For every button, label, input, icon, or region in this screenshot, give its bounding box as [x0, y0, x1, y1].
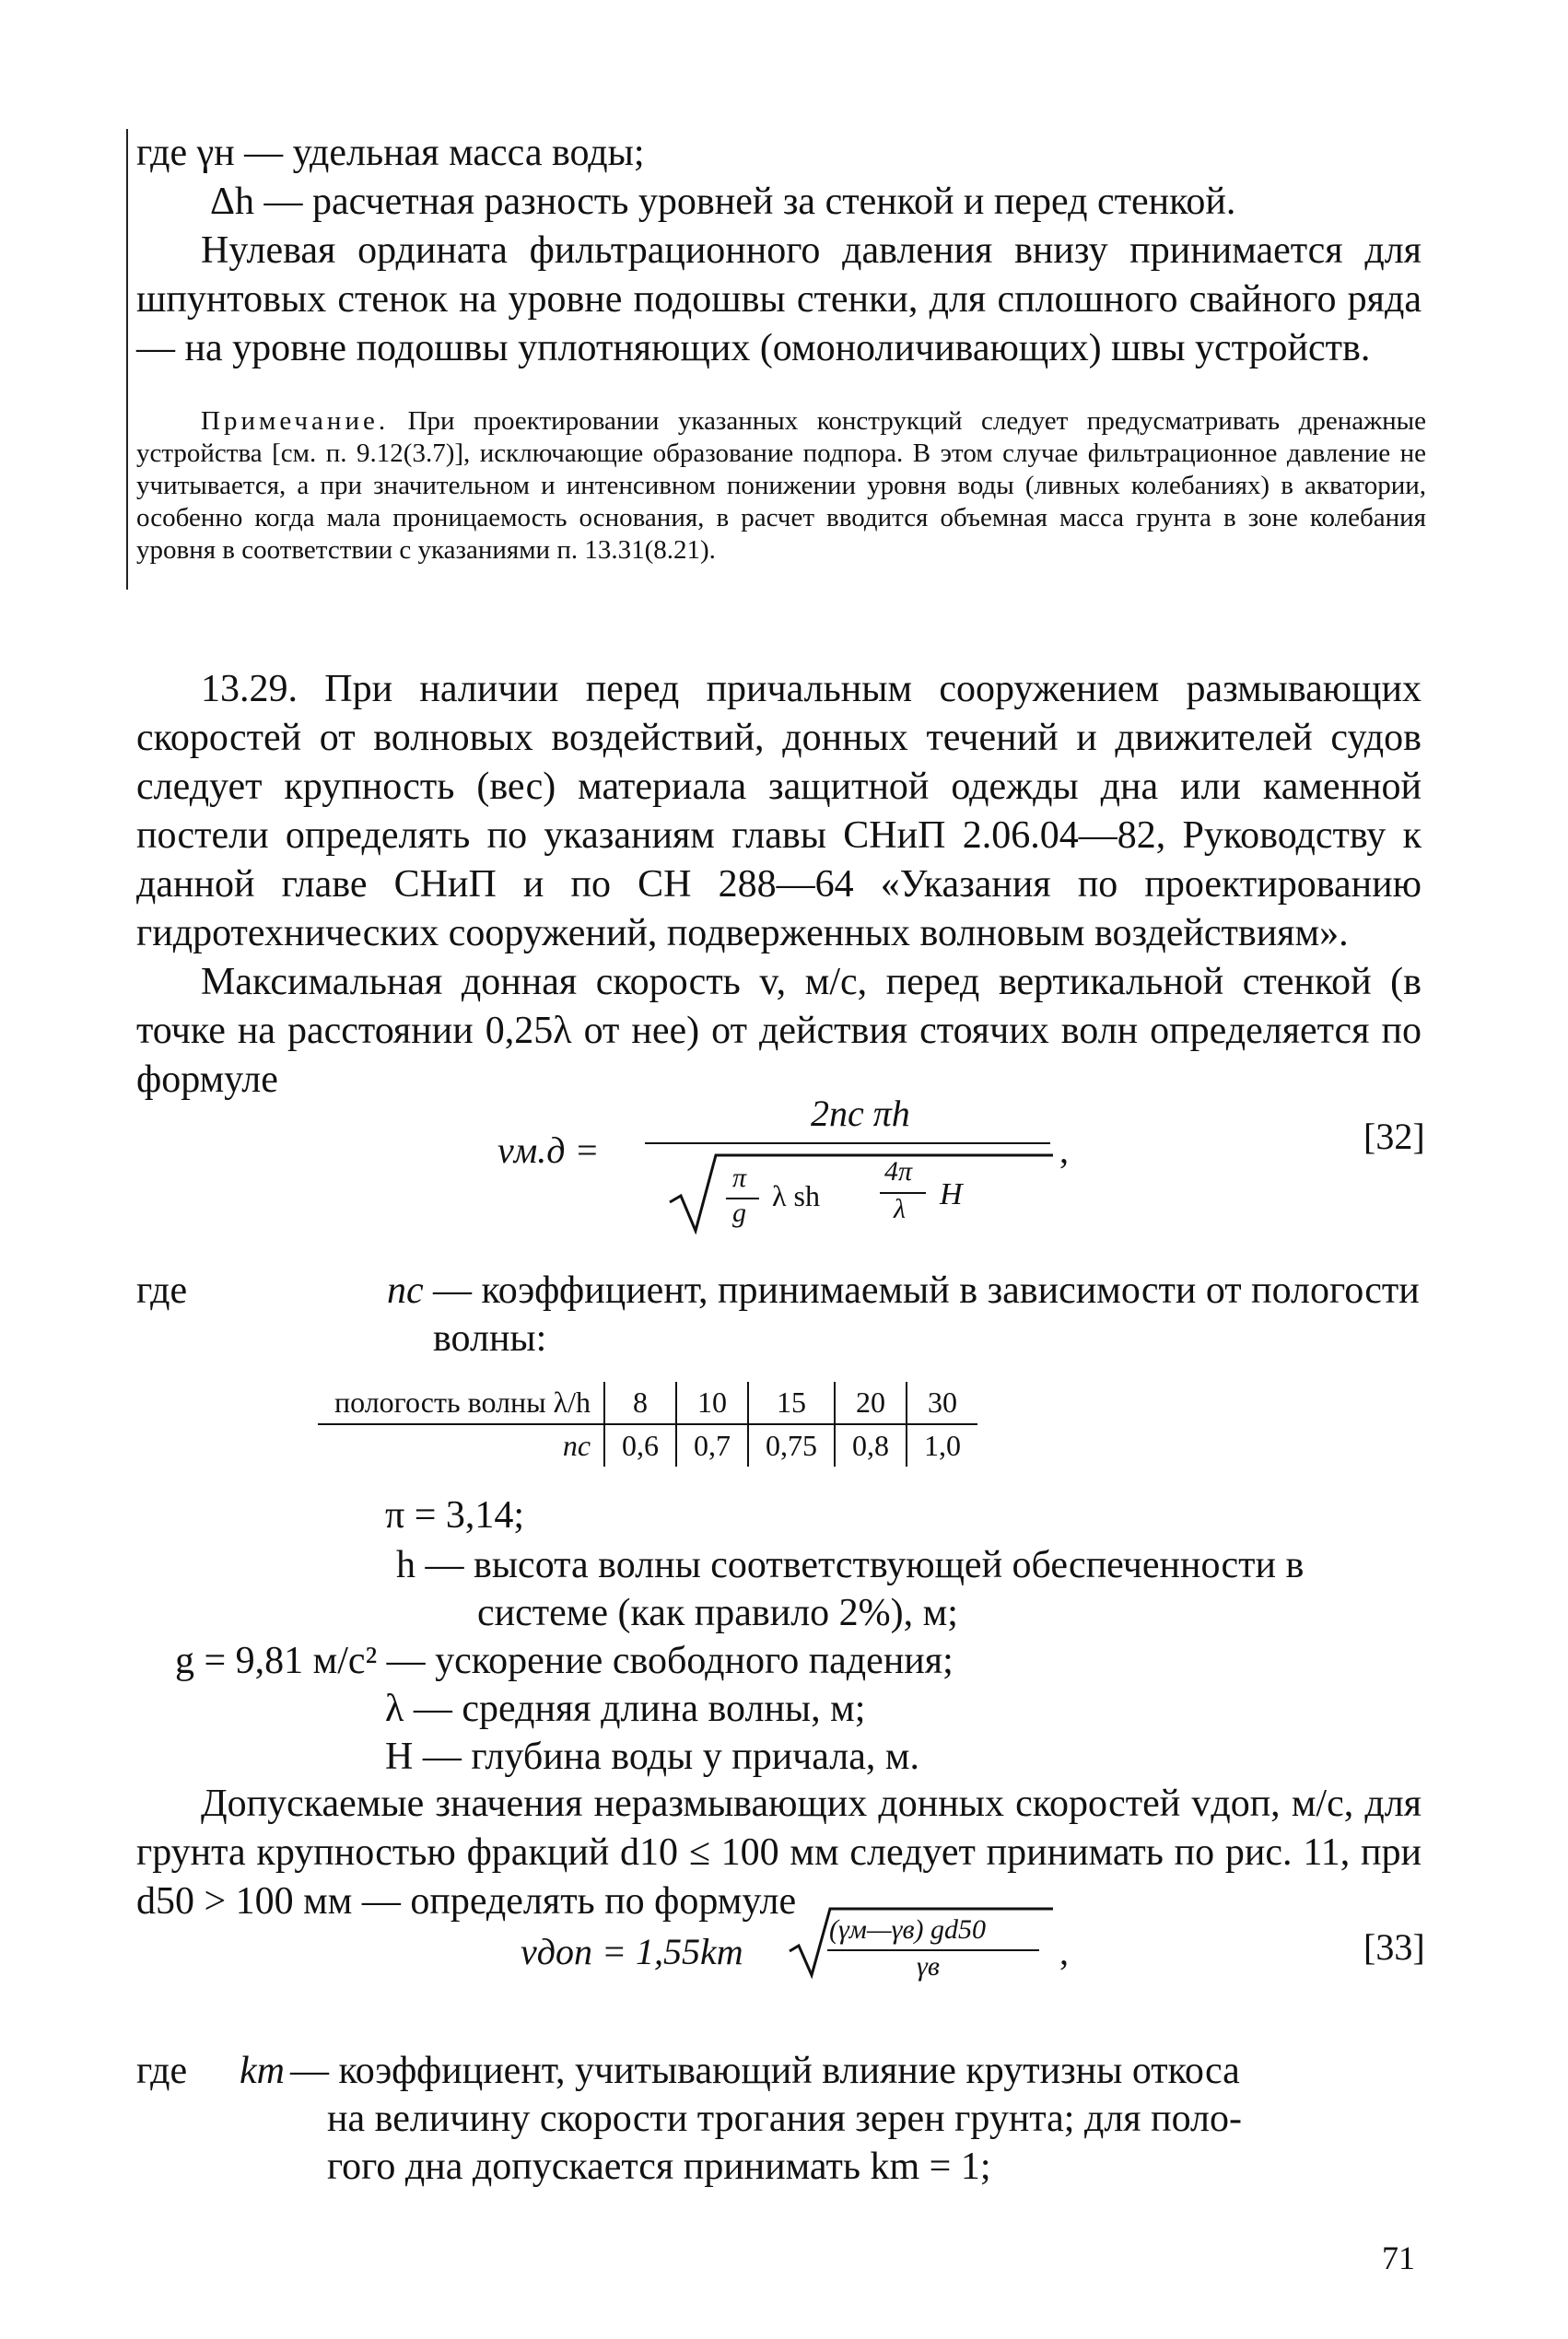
where-text-km-2: на величину скорости трогания зерен грунта; для поло- [327, 2098, 1242, 2140]
formula-32-den-pi: π [732, 1163, 747, 1193]
table-cell: 8 [604, 1382, 676, 1424]
formula-32-numerator: 2nc πh [811, 1093, 910, 1134]
definition-delta-h: Δh — расчетная разность уровней за стенкой и перед стенкой. [210, 181, 1236, 223]
formula-32-den-4pi: 4π [884, 1156, 913, 1187]
formula-32-lhs: vм.д = [497, 1129, 600, 1171]
formula-32-number: [32] [1363, 1116, 1425, 1157]
table-cell: 15 [748, 1382, 835, 1424]
page-number: 71 [1382, 2240, 1415, 2276]
section-allowable-velocity [136, 1780, 1422, 1926]
table-row-values [318, 1424, 977, 1467]
where-word-2: где [136, 2050, 188, 2092]
definition-gamma: где γн — удельная масса воды; [136, 132, 645, 174]
section-13-29 [136, 665, 1422, 1105]
def-pi: π = 3,14; [385, 1494, 525, 1537]
where-text-km-3: гого дна допускается принимать km = 1; [327, 2146, 991, 2188]
table-cell: 0,8 [835, 1424, 907, 1467]
table-row-header [318, 1382, 977, 1424]
formula-33-denominator: γв [917, 1951, 940, 1982]
paragraph-max-velocity: Максимальная донная скорость v, м/с, перед вертикальной стенкой (в точке на расстоянии 0,25λ от нее) от действия стоячих волн определяется по формуле [136, 961, 1422, 1101]
where-symbol-km: km [240, 2050, 285, 2092]
paragraph-13-29: 13.29. При наличии перед причальным сооружением размывающих скоростей от волновых воздействий, донных течений и движителей судов следует крупность (вес) материала защитной одежды дна или каменной постели определять по указаниям главы СНиП 2.06.04—82, Руководству к данной главе СНиП и по СН 288—64 «Указания по проектированию гидротехнических сооружений, подверженных волновым воздействиям». [136, 668, 1422, 954]
paragraph-allowable-velocity: Допускаемые значения неразмывающих донных скоростей vдоп, м/с, для грунта крупностью фракций d10 ≤ 100 мм следует принимать по рис. 11, при d50 > 100 мм — определять по формуле [136, 1783, 1422, 1923]
where-word-1: где [136, 1269, 188, 1312]
formula-32-fraction-bar [645, 1142, 1050, 1144]
table-cell: 0,7 [676, 1424, 748, 1467]
table-cell: 0,75 [748, 1424, 835, 1467]
margin-bar [126, 129, 128, 590]
def-H: H — глубина воды у причала, м. [385, 1736, 919, 1778]
table-cell: 10 [676, 1382, 748, 1424]
def-h-line1: h — высота волны соответствующей обеспеченности в [396, 1544, 1305, 1586]
radical-sign-icon [668, 1152, 1055, 1234]
table-row-label: nc [562, 1429, 591, 1462]
note-block [136, 405, 1426, 567]
formula-33-lhs: vдоп = 1,55km [521, 1931, 743, 1972]
paragraph-zero-ordinate: Нулевая ордината фильтрационного давления внизу принимается для шпунтовых стенок на уровне подошвы стенки, для сплошного свайного ряда — на уровне подошвы уплотняющих (омоноличивающих) швы устройств. [136, 229, 1422, 369]
top-block [136, 129, 1422, 373]
table-cell: 1,0 [907, 1424, 977, 1467]
note-text: При проектировании указанных конструкций следует предусматривать дренажные устройства [см. п. 9.12(3.7)], исключающие образование подпора. В этом случае фильтрационное давление не учитывается, а при значительном и интенсивном понижении уровня воды (ливных колебаниях) в акватории, особенно когда мала проницаемость основания, в расчет вводится объемная масса грунта в зоне колебания уровня в соответствии с указаниями п. 13.31(8.21). [136, 406, 1427, 565]
formula-32-den-g: g [732, 1198, 746, 1228]
formula-32-den-H: H [940, 1177, 963, 1211]
formula-33-numerator: (γм—γв) gd50 [829, 1914, 986, 1945]
where-symbol-nc: nc [387, 1269, 424, 1312]
note-label: Примечание. [201, 406, 390, 436]
formula-32-den-mid: λ sh [772, 1179, 820, 1212]
table-head-label: пологость волны λ/h [318, 1382, 604, 1424]
where-text-km-1: — коэффициент, учитывающий влияние крутизны откоса [290, 2050, 1240, 2092]
table-cell: 20 [835, 1382, 907, 1424]
table-cell: 0,6 [604, 1424, 676, 1467]
formula-33-number: [33] [1363, 1926, 1425, 1968]
def-lambda: λ — средняя длина волны, м; [385, 1688, 866, 1730]
formula-32-den-lambda: λ [894, 1194, 906, 1224]
formula-32-comma: , [1059, 1129, 1069, 1171]
def-g: g = 9,81 м/с² — ускорение свободного падения; [175, 1640, 954, 1682]
table-cell: 30 [907, 1382, 977, 1424]
def-h-line2: системе (как правило 2%), м; [477, 1592, 958, 1634]
where-text-nc: — коэффициент, принимаемый в зависимости от пологости волны: [433, 1269, 1420, 1360]
steepness-table [318, 1382, 977, 1467]
formula-33-comma: , [1059, 1931, 1069, 1972]
